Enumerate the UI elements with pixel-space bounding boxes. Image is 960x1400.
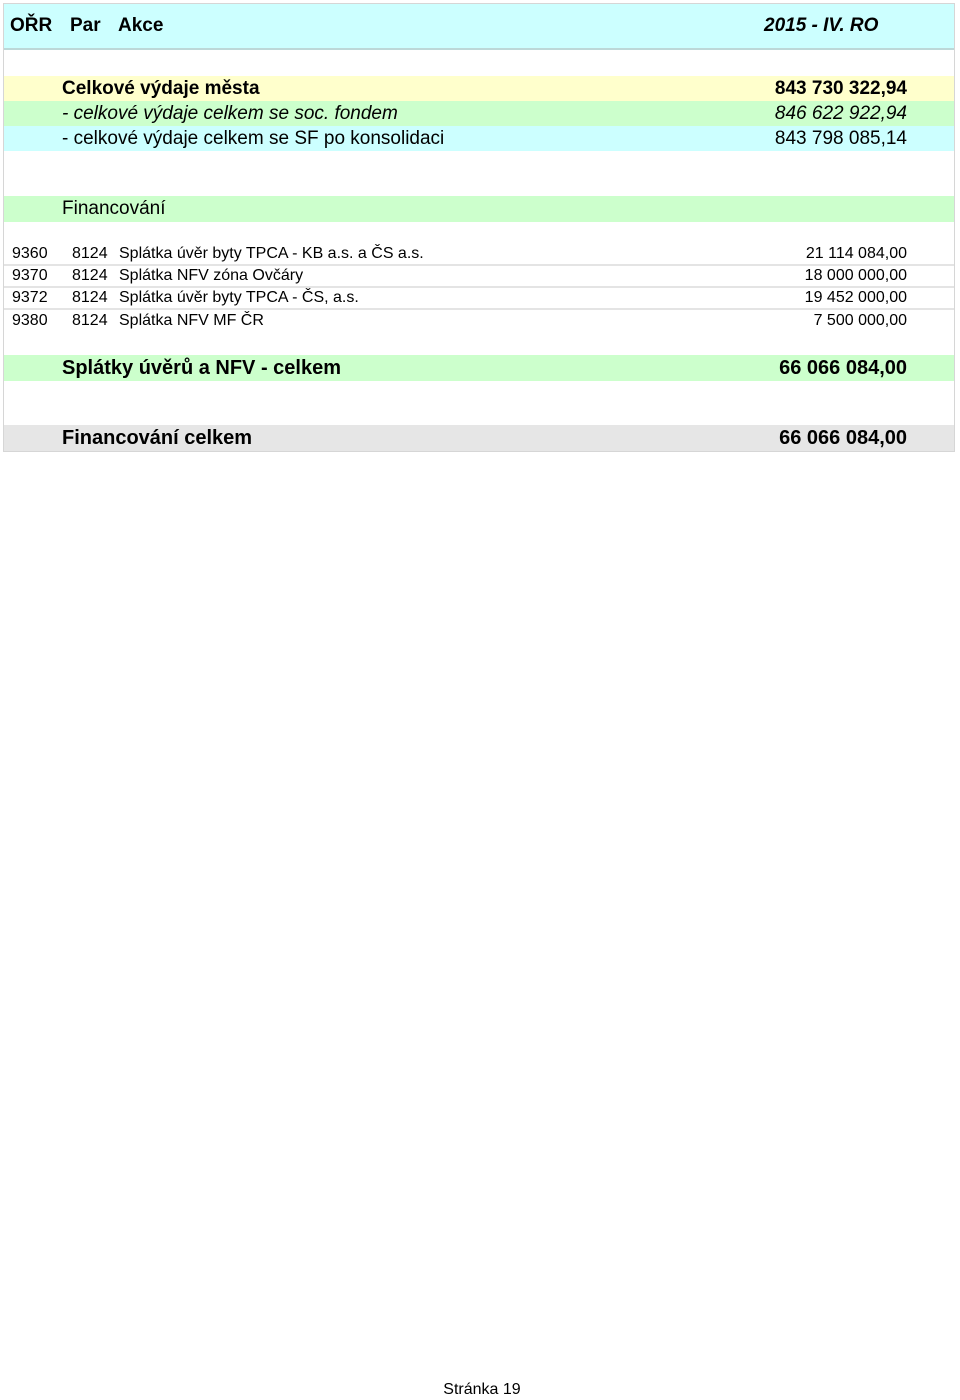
summary-label: - celkové výdaje celkem se soc. fondem (62, 102, 398, 124)
summary-label: - celkové výdaje celkem se SF po konsolidaci (62, 127, 445, 149)
item-value: 21 114 084,00 (805, 245, 907, 262)
header-akce: Akce (118, 15, 164, 36)
header-orr: OŘR (10, 15, 53, 36)
column-header-row (4, 4, 954, 50)
item-par: 8124 (72, 267, 108, 284)
item-par: 8124 (72, 289, 108, 306)
summary-value: 843 730 322,94 (774, 77, 907, 99)
repayments-subtotal-row (4, 355, 954, 381)
page-number: Stránka 19 (443, 1381, 521, 1398)
item-value: 19 452 000,00 (804, 289, 907, 306)
financing-item-row (4, 310, 954, 332)
item-value: 7 500 000,00 (813, 312, 907, 329)
subtotal-value: 66 066 084,00 (779, 356, 907, 379)
summary-row-total-expenses (4, 76, 954, 101)
financing-title: Financování (62, 198, 166, 219)
summary-label: Celkové výdaje města (62, 77, 260, 99)
header-period: 2015 - IV. RO (764, 15, 879, 36)
financing-item-row (4, 266, 954, 288)
financing-item-row (4, 244, 954, 266)
financing-section-heading (4, 196, 954, 222)
item-orr: 9360 (12, 245, 48, 262)
item-par: 8124 (72, 312, 108, 329)
item-orr: 9370 (12, 267, 48, 284)
subtotal-label: Splátky úvěrů a NFV - celkem (62, 356, 342, 379)
financing-total-row (4, 425, 954, 451)
item-orr: 9372 (12, 289, 48, 306)
financing-item-row (4, 288, 954, 310)
item-text: Splátka NFV zóna Ovčáry (119, 267, 304, 284)
summary-row-consolidated (4, 126, 954, 151)
summary-row-with-social-fund (4, 101, 954, 126)
item-value: 18 000 000,00 (804, 267, 907, 284)
summary-value: 843 798 085,14 (774, 127, 907, 149)
item-text: Splátka úvěr byty TPCA - ČS, a.s. (119, 289, 359, 306)
summary-value: 846 622 922,94 (774, 102, 907, 124)
total-value: 66 066 084,00 (779, 426, 907, 449)
item-text: Splátka úvěr byty TPCA - KB a.s. a ČS a.s. (119, 245, 424, 262)
item-text: Splátka NFV MF ČR (119, 312, 264, 329)
item-par: 8124 (72, 245, 108, 262)
header-par: Par (70, 15, 101, 36)
total-label: Financování celkem (62, 426, 253, 449)
item-orr: 9380 (12, 312, 48, 329)
spreadsheet-page (3, 3, 955, 452)
